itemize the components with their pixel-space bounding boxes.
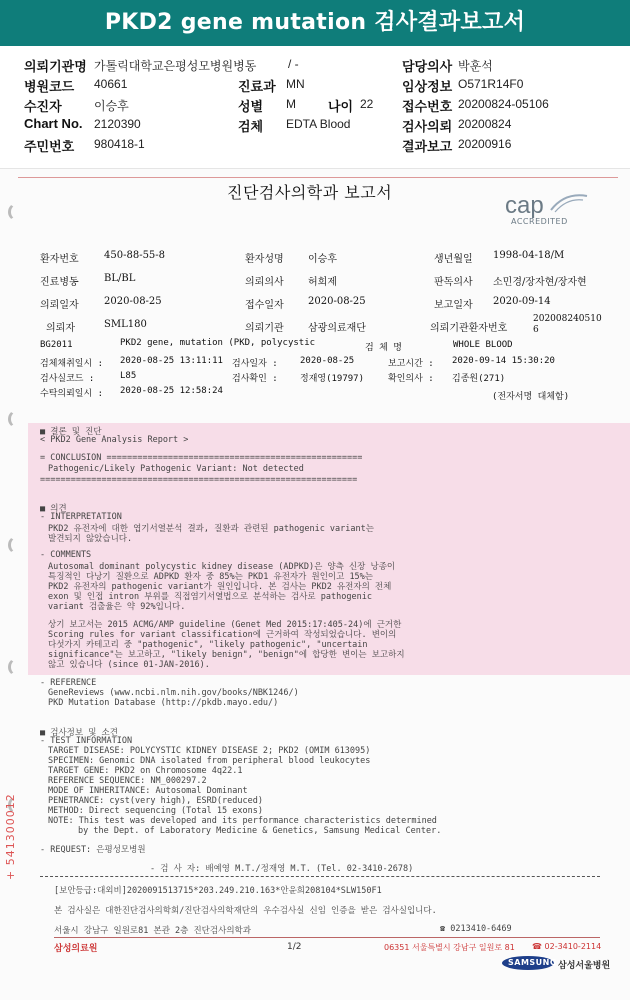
document-title: 진단검사의학과 보고서 (227, 183, 393, 202)
footer-rule (54, 937, 600, 938)
confirm-value: 정재영(19797) (300, 374, 365, 384)
dept-value: MN (286, 77, 305, 91)
footer-hospital: 삼성의료원 (54, 944, 98, 954)
comment-line: Scoring rules for variant classification에 근거하여 작성되었습니다. 변이의 (48, 630, 397, 640)
comment-line: Autosomal dominant polycystic kidney disease (ADPKD)은 양측 신장 낭종이 (48, 562, 396, 572)
confirm-label: 검사확인 : (232, 374, 278, 384)
conclusion-rule: ============================================================== (40, 475, 358, 485)
collect-value: 2020-08-25 13:11:11 (120, 356, 223, 366)
org-label: 의뢰기관 (245, 323, 284, 334)
footer-phone: ☎ 02-3410-2114 (532, 942, 602, 951)
testinfo-line: TARGET GENE: PKD2 on Chromosome 4q22.1 (48, 766, 243, 776)
chart-value: 2120390 (94, 117, 141, 131)
lab-address: 서울시 강남구 일원로81 본관 2층 진단검사의학과 (54, 926, 251, 936)
specimen-label: 검체 (238, 119, 264, 134)
room-value: L85 (120, 371, 137, 381)
dept-label: 진료과 (238, 79, 276, 94)
report-date-label: 결과보고 (402, 139, 453, 154)
reference-head: - REFERENCE (40, 678, 97, 688)
section-conclusion-title: ■ 결론 및 진단 (40, 427, 102, 437)
punch-hole (8, 203, 26, 221)
request-line: - REQUEST: 은평성모병원 (40, 845, 146, 855)
testdate-value: 2020-08-25 (300, 356, 355, 366)
req-org-label: 의뢰기관명 (24, 59, 87, 74)
recvdate-label: 접수일자 (245, 300, 284, 311)
reference-line: PKD Mutation Database (http://pkdb.mayo.edu/) (48, 698, 279, 708)
certification-line: 본 검사실은 대한진단검사의학회/진단검사의학재단의 우수검사실 신임 인증을 받은 검사실입니다. (54, 906, 437, 916)
reqdate-value: 2020-08-25 (104, 296, 162, 307)
comment-line: exon 및 인접 intron 부위를 직접염기서열법으로 분석하는 검사로 pathogenic (48, 592, 372, 602)
comment-line: 않고 있습니다 (since 01-JAN-2016). (48, 660, 210, 670)
sex-label: 성별 (238, 99, 264, 114)
interp-head: - INTERPRETATION (40, 512, 122, 522)
receipt-label: 접수번호 (402, 99, 453, 114)
ward-label: 진료병동 (40, 277, 79, 288)
punch-hole (8, 536, 26, 554)
cap-logo (503, 190, 593, 228)
report-header (0, 50, 630, 160)
dob-value: 1998-04-18/M (493, 250, 565, 261)
comment-line: 다섯가지 카테고리 중 "pathogenic", "likely pathogenic", "uncertain (48, 640, 368, 650)
report-date-value: 20200916 (458, 137, 512, 151)
rrn-value: 980418-1 (94, 137, 145, 151)
age-value: 22 (360, 97, 374, 111)
page-number: 1/2 (287, 942, 302, 952)
samsung-logo (502, 956, 557, 970)
hosp-code-label: 병원코드 (24, 79, 75, 94)
testinfo-line: by the Dept. of Laboratory Medicine & Genetics, Samsung Medical Center. (78, 826, 442, 836)
repdate-value: 2020-09-14 (493, 296, 551, 307)
reqdate-label: 의뢰일자 (40, 300, 79, 311)
cap-text: cap (505, 192, 544, 219)
conclusion-text: Pathogenic/Likely Pathogenic Variant: Not detected (48, 464, 304, 474)
doctor-value: 박훈석 (458, 59, 493, 73)
reqdoc-label: 의뢰의사 (245, 277, 284, 288)
pid-label: 환자번호 (40, 254, 79, 265)
samsung-logo-text: SAMSUNG (508, 958, 557, 967)
divider (40, 876, 600, 877)
room-label: 검사실코드 : (40, 374, 95, 384)
req-date-label: 검사의뢰 (402, 119, 453, 134)
security-line: [보안등급:대외비]2020091513715*203.249.210.163*안윤희208104*SLW150F1 (54, 886, 382, 896)
repdate-label: 보고일자 (434, 300, 473, 311)
reporttime-label: 보고시간 : (388, 359, 434, 369)
section-conclusion-sub: < PKD2 Gene Analysis Report > (40, 435, 189, 445)
requester-value: SML180 (104, 319, 147, 330)
testinfo-line: PENETRANCE: cyst(very high), ESRD(reduced) (48, 796, 263, 806)
testinfo-line: SPECIMEN: Genomic DNA isolated from peripheral blood leukocytes (48, 756, 371, 766)
footer-address: 06351 서울특별시 강남구 일원로 81 (384, 943, 515, 952)
test-name: PKD2 gene, mutation (PKD, polycystic (120, 338, 316, 348)
specimen-name: WHOLE BLOOD (453, 340, 513, 350)
testinfo-line: MODE OF INHERITANCE: Autosomal Dominant (48, 786, 248, 796)
patient-label: 수진자 (24, 99, 62, 114)
reference-line: GeneReviews (www.ncbi.nlm.nih.gov/books/NBK1246/) (48, 688, 299, 698)
req-date-value: 20200824 (458, 117, 512, 131)
recv-value: 2020-08-25 12:58:24 (120, 386, 223, 396)
patient-value: 이승후 (94, 99, 129, 113)
samsung-hospital-name: 삼성서울병원 (558, 961, 611, 971)
comments-head: - COMMENTS (40, 550, 92, 560)
examiner-line: - 검 사 자: 배예영 M.T./정재영 M.T. (Tel. 02-3410-2678) (150, 864, 414, 874)
punch-hole (8, 658, 26, 676)
requester-label: 의뢰자 (46, 323, 75, 334)
dob-label: 생년월일 (434, 254, 473, 265)
hosp-code-value: 40661 (94, 77, 128, 91)
pname-label: 환자성명 (245, 254, 284, 265)
interp-line: 발견되지 않았습니다. (48, 534, 133, 544)
age-label: 나이 (328, 99, 354, 114)
verify-label: 확인의사 : (388, 374, 434, 384)
recvdate-value: 2020-08-25 (308, 296, 366, 307)
section-opinion-title: ■ 의견 (40, 504, 67, 514)
esign-note: (전자서명 대체함) (492, 392, 570, 402)
testinfo-line: REFERENCE SEQUENCE: NM_000297.2 (48, 776, 207, 786)
pname-value: 이승후 (308, 254, 337, 265)
lab-phone: ☎ 0213410-6469 (440, 924, 512, 934)
section-testinfo-title: ■ 검사정보 및 소견 (40, 728, 118, 738)
orgpid-value-cont: 6 (533, 325, 539, 335)
comment-line: significance"는 보고하고, "likely benign", "benign"에 합당한 변이는 보고하지 (48, 650, 405, 660)
req-org-value: 가톨릭대학교은평성모병원병동 (94, 59, 257, 73)
punch-hole (8, 410, 26, 428)
orgpid-value: 202008240510 (533, 314, 602, 324)
collect-label: 검체채취일시 : (40, 359, 104, 369)
verify-value: 김종원(271) (452, 374, 506, 384)
sex-value: M (286, 97, 296, 111)
comment-line: 특징적인 다낭기 질환으로 ADPKD 환자 중 85%는 PKD1 유전자가 원인이고 15%는 (48, 572, 374, 582)
ward-value: / - (288, 57, 299, 71)
chart-label: Chart No. (24, 116, 83, 131)
ward-value: BL/BL (104, 273, 136, 284)
readers-label: 판독의사 (434, 277, 473, 288)
interp-line: PKD2 유전자에 대한 엽기서열분석 결과, 질환과 관련된 pathogenic variant는 (48, 524, 374, 534)
comment-line: variant 검출율은 약 92%입니다. (48, 602, 186, 612)
reqdoc-value: 허희제 (308, 277, 337, 288)
specimen-value: EDTA Blood (286, 117, 351, 131)
testinfo-head: - TEST INFORMATION (40, 736, 133, 746)
report-title: PKD2 gene mutation 검사결과보고서 (0, 0, 630, 46)
testdate-label: 검사일자 : (232, 359, 278, 369)
pid-value: 450-88-55-8 (104, 250, 166, 261)
cap-accredited: ACCREDITED (511, 217, 568, 226)
testinfo-line: TARGET DISEASE: POLYCYSTIC KIDNEY DISEASE 2; PKD2 (OMIM 613095) (48, 746, 371, 756)
readers-value: 소민경/장자현/장자현 (493, 277, 587, 288)
org-value: 삼광의료재단 (308, 323, 366, 334)
clinical-label: 임상정보 (402, 79, 453, 94)
conclusion-head: = CONCLUSION ================================================== (40, 453, 363, 463)
reporttime-value: 2020-09-14 15:30:20 (452, 356, 555, 366)
doctor-label: 담당의사 (402, 59, 453, 74)
receipt-value: 20200824-05106 (458, 97, 549, 111)
testinfo-line: NOTE: This test was developed and its performance characteristics determined (48, 816, 437, 826)
recv-label: 수탁의뢰일시 : (40, 389, 104, 399)
top-rule (18, 177, 618, 178)
clinical-value: O571R14F0 (458, 77, 524, 91)
test-code: BG2011 (40, 340, 73, 350)
comment-line: 상기 보고서는 2015 ACMG/AMP guideline (Genet Med 2015:17:405-24)에 근거한 (48, 620, 402, 630)
testinfo-line: METHOD: Direct sequencing (Total 15 exons) (48, 806, 263, 816)
rrn-label: 주민번호 (24, 139, 75, 154)
comment-line: PKD2 유전자의 pathogenic variant가 원인입니다. 본 검사는 PKD2 유전자의 전체 (48, 582, 392, 592)
orgpid-label: 의뢰기관환자번호 (430, 323, 508, 334)
side-barcode-number: + 541300012 (4, 793, 17, 880)
specimen-label: 검 체 명 (365, 343, 402, 353)
